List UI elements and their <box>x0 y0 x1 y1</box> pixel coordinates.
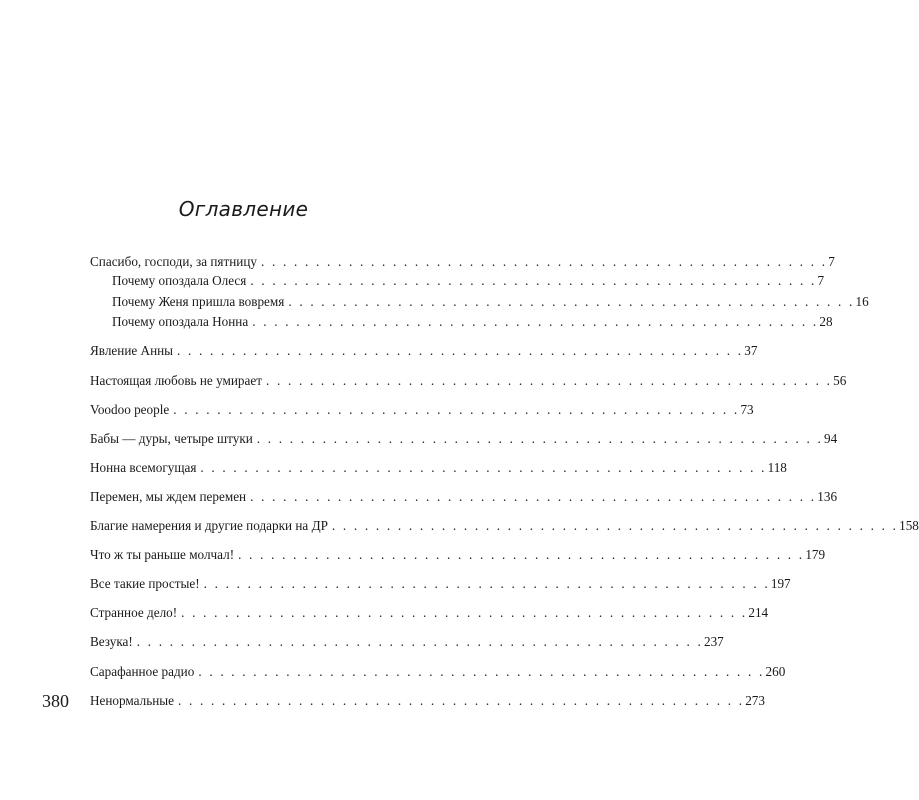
toc-leader: . . . . . . . . . . . . . . . . . . . . . . . . . . . . . . . . . . . . . . . . . . . . . . . . . . . . <box>181 605 748 620</box>
toc-title: Спасибо, господи, за пятницу <box>90 254 258 269</box>
toc-title: Что ж ты раньше молчал! <box>90 547 235 562</box>
toc-row <box>90 489 838 505</box>
toc-leader: . . . . . . . . . . . . . . . . . . . . . . . . . . . . . . . . . . . . . . . . . . . . . . . . . . . . <box>256 431 823 446</box>
toc-page: 197 <box>770 576 791 591</box>
toc-page: 136 <box>817 489 838 504</box>
toc-heading: Оглавление <box>178 197 309 221</box>
toc-row <box>112 314 833 330</box>
toc-page: 273 <box>745 693 765 708</box>
toc-leader: . . . . . . . . . . . . . . . . . . . . . . . . . . . . . . . . . . . . . . . . . . . . . . . . . . . . <box>331 518 899 533</box>
toc-page: 28 <box>819 314 833 329</box>
toc-leader: . . . . . . . . . . . . . . . . . . . . . . . . . . . . . . . . . . . . . . . . . . . . . . . . . . . . <box>265 373 833 388</box>
toc-title: Бабы — дуры, четыре штуки <box>90 431 253 446</box>
toc-page: 16 <box>855 294 869 309</box>
toc-page: 94 <box>823 431 838 446</box>
toc-leader: . . . . . . . . . . . . . . . . . . . . . . . . . . . . . . . . . . . . . . . . . . . . . . . . . . . . <box>178 693 745 708</box>
toc-leader: . . . . . . . . . . . . . . . . . . . . . . . . . . . . . . . . . . . . . . . . . . . . . . . . . . . . <box>136 634 703 649</box>
toc-leader: . . . . . . . . . . . . . . . . . . . . . . . . . . . . . . . . . . . . . . . . . . . . . . . . . . . . <box>177 343 744 358</box>
toc-row <box>90 634 724 650</box>
toc-title: Все такие простые! <box>90 576 200 591</box>
toc-leader: . . . . . . . . . . . . . . . . . . . . . . . . . . . . . . . . . . . . . . . . . . . . . . . . . . . . <box>238 547 805 562</box>
toc-row <box>112 273 825 289</box>
toc-row <box>112 294 869 310</box>
toc-page: 237 <box>703 634 724 649</box>
toc-title: Почему опоздала Нонна <box>112 314 249 329</box>
toc-row <box>90 605 769 621</box>
toc-leader: . . . . . . . . . . . . . . . . . . . . . . . . . . . . . . . . . . . . . . . . . . . . . . . . . . . . <box>250 489 817 504</box>
toc-title: Voodoo people <box>90 402 170 417</box>
toc-page: 118 <box>767 460 787 475</box>
toc-title: Нонна всемогущая <box>90 460 197 475</box>
toc-row <box>90 373 847 389</box>
toc-page: 7 <box>817 273 825 288</box>
toc-leader: . . . . . . . . . . . . . . . . . . . . . . . . . . . . . . . . . . . . . . . . . . . . . . . . . . . . <box>250 273 817 288</box>
toc-title: Почему Женя пришла вовремя <box>112 294 285 309</box>
toc-leader: . . . . . . . . . . . . . . . . . . . . . . . . . . . . . . . . . . . . . . . . . . . . . . . . . . . . <box>173 402 740 417</box>
toc-row <box>90 254 835 270</box>
toc-title: Везука! <box>90 634 133 649</box>
toc-leader: . . . . . . . . . . . . . . . . . . . . . . . . . . . . . . . . . . . . . . . . . . . . . . . . . . . . <box>261 254 828 269</box>
toc-page: 214 <box>748 605 769 620</box>
toc-page: 179 <box>805 547 826 562</box>
toc-page: 158 <box>899 518 919 533</box>
toc-page: 73 <box>740 402 754 417</box>
page-number: 380 <box>42 691 69 711</box>
toc-leader: . . . . . . . . . . . . . . . . . . . . . . . . . . . . . . . . . . . . . . . . . . . . . . . . . . . . <box>252 314 819 329</box>
toc-title: Благие намерения и другие подарки на ДР <box>90 518 328 533</box>
toc-row <box>90 576 791 592</box>
toc-leader: . . . . . . . . . . . . . . . . . . . . . . . . . . . . . . . . . . . . . . . . . . . . . . . . . . . . <box>198 664 765 679</box>
toc-leader: . . . . . . . . . . . . . . . . . . . . . . . . . . . . . . . . . . . . . . . . . . . . . . . . . . . . <box>203 576 770 591</box>
toc-title: Настоящая любовь не умирает <box>90 373 262 388</box>
toc-row <box>90 664 786 680</box>
toc-row <box>90 431 838 447</box>
toc-row <box>90 343 758 359</box>
toc-title: Ненормальные <box>90 693 175 708</box>
toc-row <box>90 460 787 476</box>
toc-title: Почему опоздала Олеся <box>112 273 247 288</box>
toc-page: 260 <box>765 664 786 679</box>
toc-title: Явление Анны <box>90 343 174 358</box>
toc-leader: . . . . . . . . . . . . . . . . . . . . . . . . . . . . . . . . . . . . . . . . . . . . . . . . . . . . <box>288 294 855 309</box>
toc-leader: . . . . . . . . . . . . . . . . . . . . . . . . . . . . . . . . . . . . . . . . . . . . . . . . . . . . <box>200 460 767 475</box>
toc-title: Сарафанное радио <box>90 664 195 679</box>
toc-title: Перемен, мы ждем перемен <box>90 489 247 504</box>
toc-row <box>90 693 765 709</box>
toc-title: Странное дело! <box>90 605 178 620</box>
toc-row <box>90 547 826 563</box>
toc-row <box>90 402 754 418</box>
toc-page: 56 <box>833 373 847 388</box>
toc-page: 7 <box>828 254 835 269</box>
toc-page: 37 <box>744 343 758 358</box>
toc-row <box>90 518 919 534</box>
